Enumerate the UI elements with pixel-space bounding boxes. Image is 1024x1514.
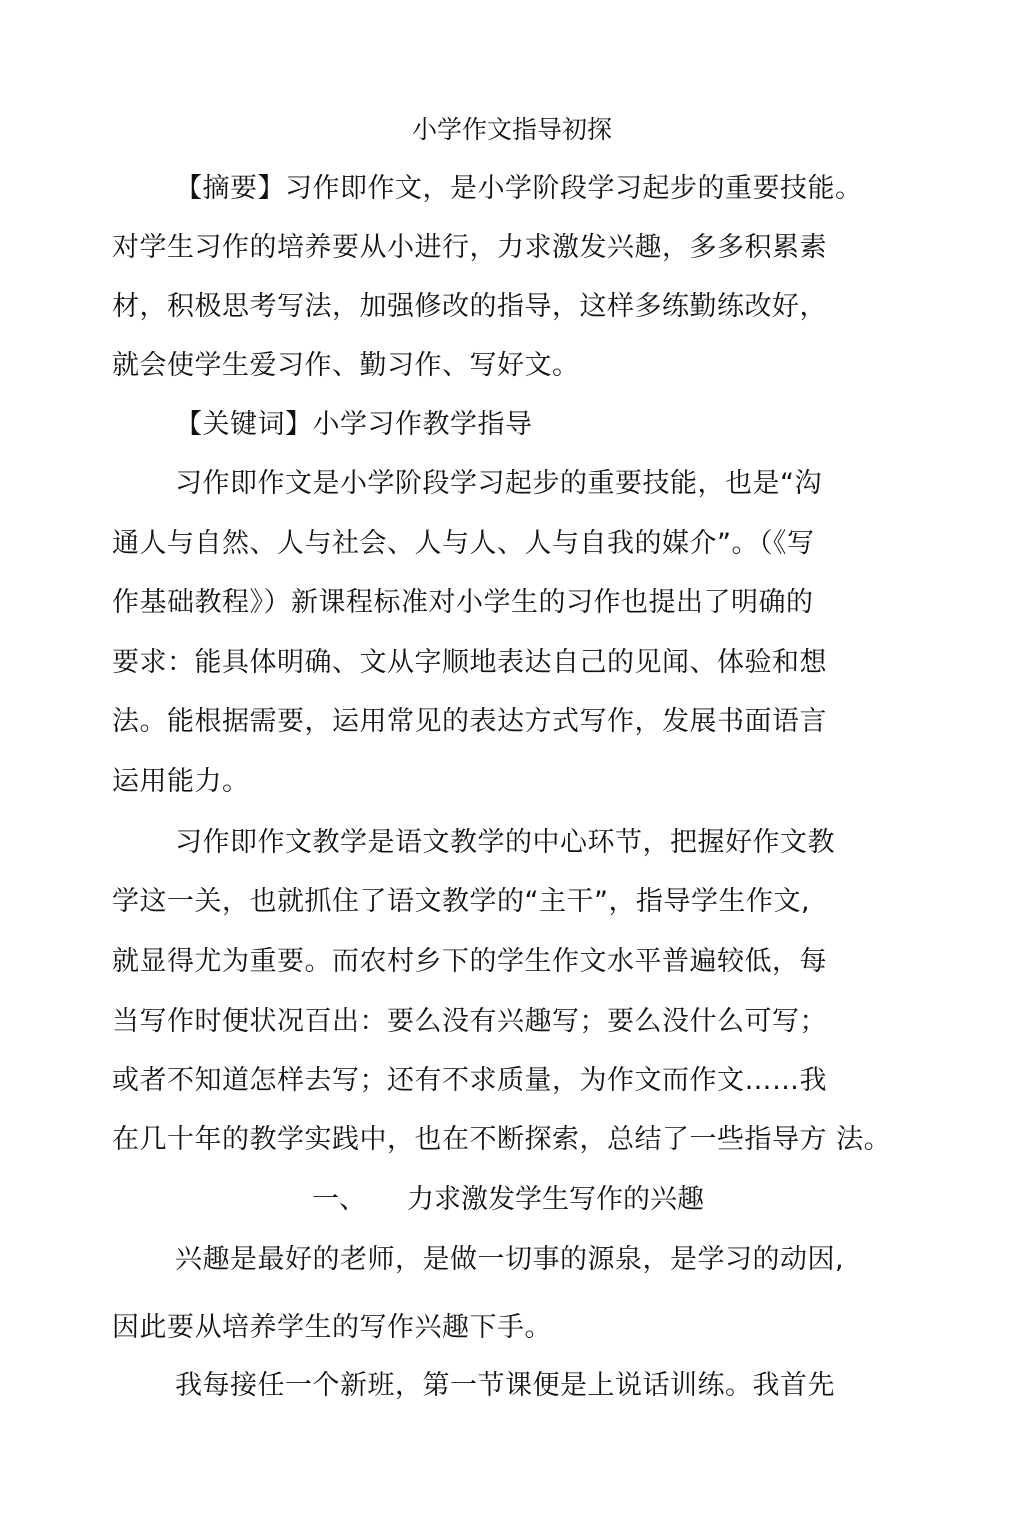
paragraph-line: 就显得尤为重要。而农村乡下的学生作文水平普遍较低，每 xyxy=(112,946,827,977)
paragraph-line: 法。能根据需要，运用常见的表达方式写作，发展书面语言 xyxy=(112,706,827,737)
paragraph-line: 要求：能具体明确、文从字顺地表达自己的见闻、体验和想 xyxy=(112,647,827,678)
abstract-line: 就会使学生爱习作、勤习作、写好文。 xyxy=(112,350,580,381)
paragraph-line: 兴趣是最好的老师，是做一切事的源泉，是学习的动因, xyxy=(175,1244,845,1275)
paragraph-line: 运用能力。 xyxy=(112,766,250,797)
keywords-line: 【关键词】小学习作教学指导 xyxy=(175,409,533,440)
section-heading xyxy=(312,1182,704,1218)
paragraph-line: 习作即作文是小学阶段学习起步的重要技能，也是“沟 xyxy=(175,468,822,499)
paragraph-line: 习作即作文教学是语文教学的中心环节，把握好作文教 xyxy=(175,827,835,858)
abstract-line: 对学生习作的培养要从小进行，力求激发兴趣，多多积累素 xyxy=(112,232,827,263)
paragraph-line: 因此要从培养学生的写作兴趣下手。 xyxy=(112,1312,552,1343)
paragraph-line: 当写作时便状况百出：要么没有兴趣写；要么没什么可写； xyxy=(112,1006,827,1037)
abstract-line: 材，积极思考写法，加强修改的指导，这样多练勤练改好， xyxy=(112,291,827,322)
section-title: 力求激发学生写作的兴趣 xyxy=(407,1184,704,1215)
document-title: 小学作文指导初探 xyxy=(411,115,612,144)
paragraph-line: 学这一关，也就抓住了语文教学的“主干”，指导学生作文, xyxy=(112,886,811,917)
paragraph-line: 作基础教程》）新课程标准对小学生的习作也提出了明确的 xyxy=(112,587,814,618)
paragraph-line: 在几十年的教学实践中，也在不断探索，总结了一些指导方 法。 xyxy=(112,1124,892,1155)
paragraph-line: 或者不知道怎样去写；还有不求质量，为作文而作文……我 xyxy=(112,1065,827,1096)
abstract-line: 【摘要】习作即作文，是小学阶段学习起步的重要技能。 xyxy=(175,173,863,204)
paragraph-line: 我每接任一个新班，第一节课便是上说话训练。我首先 xyxy=(175,1370,835,1401)
paragraph-line: 通人与自然、人与社会、人与人、人与自我的媒介”。（《写 xyxy=(112,528,815,559)
section-number: 一、 xyxy=(312,1184,366,1215)
